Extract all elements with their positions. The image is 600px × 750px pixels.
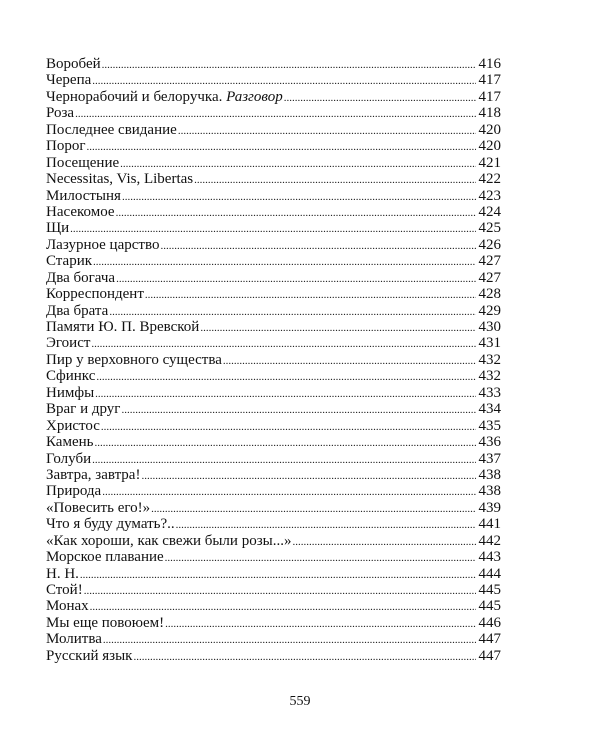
toc-entry <box>46 615 501 631</box>
toc-entry <box>46 582 501 598</box>
entry-page: 425 <box>478 220 501 237</box>
dot-leader <box>284 90 476 106</box>
entry-title: Два брата <box>46 302 109 319</box>
dot-leader <box>141 468 476 484</box>
dot-leader <box>92 73 476 89</box>
entry-title: Эгоист <box>46 335 91 352</box>
entry-page: 438 <box>478 483 501 500</box>
dot-leader <box>133 649 476 665</box>
entry-page: 437 <box>478 450 501 467</box>
dot-leader <box>165 616 476 632</box>
dot-leader <box>151 501 476 517</box>
toc-entry <box>46 352 501 368</box>
entry-title: Голуби <box>46 450 92 467</box>
toc-entry <box>46 549 501 565</box>
dot-leader <box>200 320 476 336</box>
entry-title: Роза <box>46 105 75 122</box>
entry-page: 447 <box>478 631 501 648</box>
entry-page: 441 <box>478 516 501 533</box>
entry-title: Молитва <box>46 631 102 648</box>
entry-page: 445 <box>478 598 501 615</box>
entry-title: Чернорабочий и белоручка. <box>46 88 227 105</box>
entry-page: 445 <box>478 582 501 598</box>
dot-leader <box>121 402 476 418</box>
dot-leader <box>91 336 476 352</box>
entry-page: 432 <box>478 368 501 385</box>
entry-title: Стой! <box>46 582 83 598</box>
dot-leader <box>101 419 476 435</box>
toc-entry <box>46 648 501 664</box>
entry-title: Нимфы <box>46 384 95 401</box>
toc-entry <box>46 253 501 269</box>
toc-entry <box>46 155 501 171</box>
entry-title: Пир у верховного существа <box>46 351 222 368</box>
entry-page: 423 <box>478 187 501 204</box>
dot-leader <box>80 567 476 583</box>
toc-entry <box>46 368 501 384</box>
dot-leader <box>116 271 476 287</box>
toc-entry <box>46 303 501 319</box>
entry-title: Монах <box>46 598 89 615</box>
entry-page: 427 <box>478 269 501 286</box>
dot-leader <box>94 435 476 451</box>
toc-entry <box>46 204 501 220</box>
entry-title: Щи <box>46 220 70 237</box>
entry-title: Два богача <box>46 269 116 286</box>
toc-entry <box>46 335 501 351</box>
toc-entry <box>46 220 501 236</box>
table-of-contents <box>46 56 501 664</box>
entry-title: Морское плавание <box>46 549 164 566</box>
dot-leader <box>223 353 476 369</box>
entry-title: Природа <box>46 483 102 500</box>
toc-entry <box>46 598 501 614</box>
entry-title: Necessitas, Vis, Libertas <box>46 171 194 188</box>
entry-page: 442 <box>478 532 501 549</box>
page-number: 559 <box>289 694 311 709</box>
entry-page: 432 <box>478 351 501 368</box>
dot-leader <box>84 583 476 599</box>
toc-entry <box>46 286 501 302</box>
dot-leader <box>103 632 476 648</box>
dot-leader <box>96 369 476 385</box>
entry-title: Сфинкс <box>46 368 96 385</box>
toc-entry <box>46 385 501 401</box>
entry-page: 418 <box>478 105 501 122</box>
dot-leader <box>145 287 476 303</box>
toc-entry <box>46 72 501 88</box>
dot-leader <box>176 517 476 533</box>
toc-entry <box>46 171 501 187</box>
entry-title: «Как хороши, как свежи были розы...» <box>46 532 292 549</box>
entry-title: Насекомое <box>46 203 115 220</box>
toc-entry <box>46 319 501 335</box>
entry-page: 436 <box>478 434 501 451</box>
dot-leader <box>292 534 476 550</box>
dot-leader <box>160 238 476 254</box>
toc-entry <box>46 188 501 204</box>
entry-title: Что я буду думать?.. <box>46 516 175 533</box>
entry-title-italic: Разговор <box>226 88 283 105</box>
toc-entry <box>46 270 501 286</box>
entry-page: 428 <box>478 286 501 303</box>
dot-leader <box>120 156 476 172</box>
entry-page: 416 <box>478 56 501 72</box>
entry-page: 420 <box>478 138 501 155</box>
toc-entry <box>46 631 501 647</box>
entry-page: 439 <box>478 499 501 516</box>
dot-leader <box>116 205 476 221</box>
entry-title: Милостыня <box>46 187 121 204</box>
entry-title: «Повесить его!» <box>46 499 151 516</box>
dot-leader <box>194 172 476 188</box>
entry-title: Памяти Ю. П. Вревской <box>46 319 200 335</box>
dot-leader <box>90 599 476 615</box>
entry-title: Последнее свидание <box>46 121 177 138</box>
toc-entry <box>46 516 501 532</box>
toc-entry <box>46 467 501 483</box>
toc-entry <box>46 237 501 253</box>
entry-page: 447 <box>478 647 501 664</box>
entry-page: 434 <box>478 401 501 418</box>
entry-page: 424 <box>478 203 501 220</box>
entry-page: 417 <box>478 88 501 105</box>
entry-page: 422 <box>478 171 501 188</box>
toc-entry <box>46 105 501 121</box>
dot-leader <box>93 254 476 270</box>
toc-entry <box>46 533 501 549</box>
dot-leader <box>102 57 476 73</box>
toc-entry <box>46 483 501 499</box>
entry-title: Мы еще повоюем! <box>46 614 165 631</box>
dot-leader <box>75 106 476 122</box>
toc-entry <box>46 418 501 434</box>
toc-entry <box>46 500 501 516</box>
entry-page: 429 <box>478 302 501 319</box>
entry-page: 430 <box>478 319 501 335</box>
entry-title: Старик <box>46 253 93 270</box>
dot-leader <box>178 123 476 139</box>
entry-page: 443 <box>478 549 501 566</box>
entry-title: Завтра, завтра! <box>46 466 141 483</box>
entry-title-wrap <box>46 89 284 105</box>
dot-leader <box>102 484 476 500</box>
entry-page: 438 <box>478 466 501 483</box>
toc-entry <box>46 566 501 582</box>
dot-leader <box>87 139 477 155</box>
entry-page: 426 <box>478 236 501 253</box>
toc-entry <box>46 122 501 138</box>
dot-leader <box>70 221 476 237</box>
entry-title: Лазурное царство <box>46 236 160 253</box>
dot-leader <box>122 189 476 205</box>
entry-title: Н. Н. <box>46 565 79 582</box>
dot-leader <box>92 452 476 468</box>
entry-page: 446 <box>478 614 501 631</box>
entry-page: 420 <box>478 121 501 138</box>
toc-entry <box>46 451 501 467</box>
toc-entry <box>46 138 501 154</box>
toc-entry <box>46 401 501 417</box>
entry-title: Камень <box>46 434 94 451</box>
dot-leader <box>165 550 476 566</box>
entry-page: 431 <box>478 335 501 352</box>
entry-title: Черепа <box>46 72 92 89</box>
entry-page: 433 <box>478 384 501 401</box>
entry-title: Посещение <box>46 154 120 171</box>
entry-title: Корреспондент <box>46 286 144 303</box>
entry-page: 427 <box>478 253 501 270</box>
entry-title: Порог <box>46 138 86 155</box>
entry-title: Враг и друг <box>46 401 121 418</box>
toc-entry <box>46 434 501 450</box>
entry-page: 421 <box>478 154 501 171</box>
dot-leader <box>109 304 476 320</box>
entry-title: Воробей <box>46 56 101 72</box>
entry-page: 444 <box>478 565 501 582</box>
entry-page: 435 <box>478 417 501 434</box>
toc-entry <box>46 56 501 72</box>
toc-entry <box>46 89 501 105</box>
entry-title: Христос <box>46 417 100 434</box>
entry-page: 417 <box>478 72 501 89</box>
entry-title: Русский язык <box>46 647 133 664</box>
dot-leader <box>95 386 476 402</box>
